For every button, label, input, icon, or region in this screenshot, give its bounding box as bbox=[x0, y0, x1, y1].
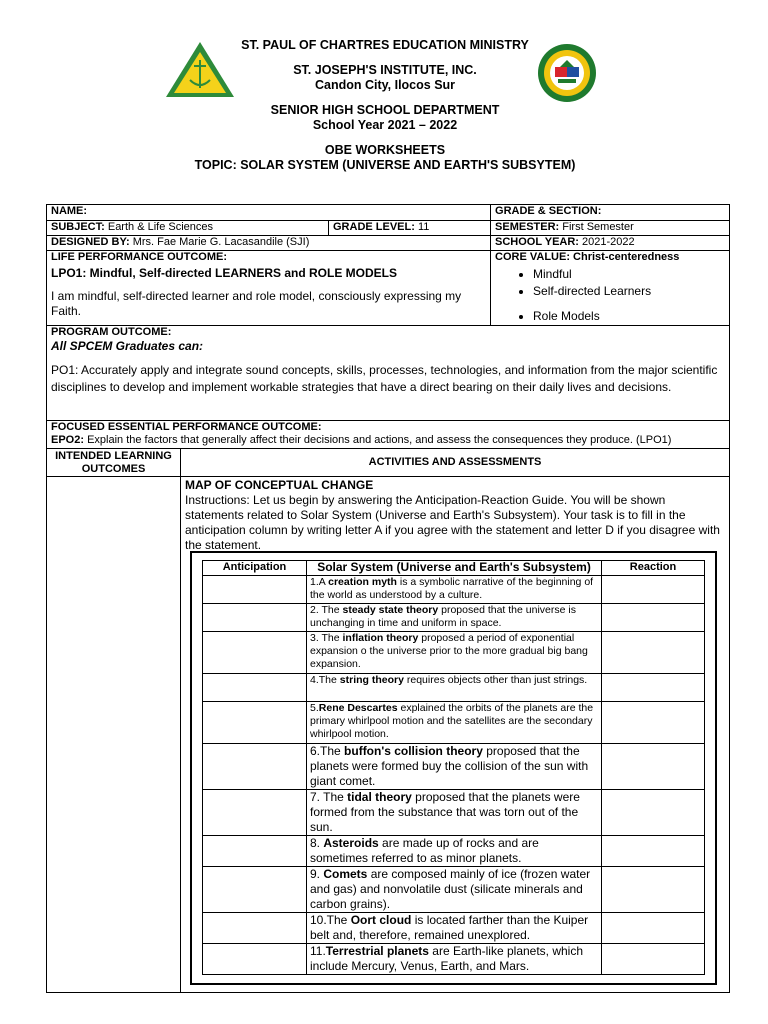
reaction-answer-cell[interactable] bbox=[602, 913, 705, 944]
worksheet-topic: TOPIC: SOLAR SYSTEM (UNIVERSE AND EARTH'S SUBSYTEM) bbox=[194, 158, 576, 172]
subject-cell bbox=[47, 221, 329, 236]
school-year-heading: School Year 2021 – 2022 bbox=[312, 118, 458, 132]
designed-by-value: Mrs. Fae Marie G. Lacasandile (SJI) bbox=[129, 236, 310, 248]
lpo-title: LPO1: Mindful, Self-directed LEARNERS and ROLE MODELS bbox=[51, 266, 398, 280]
statement-text: are made up of rocks and are sometimes referred to as minor planets. bbox=[310, 836, 539, 865]
core-value-item: • Self-directed Learners bbox=[533, 283, 725, 300]
semester-value: First Semester bbox=[559, 221, 634, 233]
school-name: ST. JOSEPH'S INSTITUTE, INC. bbox=[293, 63, 477, 77]
anticipation-answer-cell[interactable] bbox=[203, 744, 307, 790]
anticipation-answer-cell[interactable] bbox=[203, 790, 307, 836]
program-outcome-subheading: All SPCEM Graduates can: bbox=[51, 339, 204, 353]
statement-term: Comets bbox=[323, 867, 368, 881]
guide-row bbox=[203, 913, 705, 944]
core-value-label: CORE VALUE: bbox=[495, 251, 570, 263]
reaction-answer-cell[interactable] bbox=[602, 867, 705, 913]
program-outcome-text: PO1: Accurately apply and integrate sound concepts, skills, processes, technologies, and information from the major scientific disciplines to develop and implement workable strategies that have a direct bearing on their daily lives and decisions. bbox=[51, 363, 718, 394]
statement-prefix: 2. The bbox=[310, 604, 343, 616]
statement-text: proposed a period of exponential expansion o the universe prior to the more gradual big bang expansion. bbox=[310, 632, 588, 670]
anticipation-answer-cell[interactable] bbox=[203, 674, 307, 702]
anticipation-answer-cell[interactable] bbox=[203, 604, 307, 632]
reaction-answer-cell[interactable] bbox=[602, 744, 705, 790]
school-year-cell bbox=[491, 236, 730, 251]
grade-level-value: 11 bbox=[414, 221, 430, 233]
statement-cell bbox=[307, 867, 602, 913]
statement-prefix: 3. The bbox=[310, 632, 343, 644]
guide-row bbox=[203, 674, 705, 702]
reaction-answer-cell[interactable] bbox=[602, 604, 705, 632]
statement-term: Oort cloud bbox=[350, 913, 412, 927]
statement-term: Asteroids bbox=[323, 836, 379, 850]
guide-row bbox=[203, 576, 705, 604]
program-outcome-heading: PROGRAM OUTCOME: bbox=[51, 326, 172, 338]
reaction-answer-cell[interactable] bbox=[602, 790, 705, 836]
school-year-value: 2021-2022 bbox=[578, 236, 635, 248]
statement-cell bbox=[307, 604, 602, 632]
guide-row bbox=[203, 867, 705, 913]
guide-row bbox=[203, 744, 705, 790]
core-value-value: Christ-centeredness bbox=[569, 251, 680, 263]
ministry-name: ST. PAUL OF CHARTRES EDUCATION MINISTRY bbox=[241, 38, 529, 52]
statement-text: are composed mainly of ice (frozen water and gas) and nonvolatile dust (silicate minerals and carbon grains). bbox=[310, 867, 591, 911]
anticipation-reaction-guide bbox=[202, 560, 705, 975]
statement-prefix: 6.The bbox=[310, 744, 345, 758]
school-year-label: SCHOOL YEAR: bbox=[495, 236, 579, 248]
anticipation-answer-cell[interactable] bbox=[203, 944, 307, 975]
designed-by-label: DESIGNED BY: bbox=[51, 236, 130, 248]
statement-term: buffon's collision theory bbox=[344, 744, 483, 758]
worksheet-title: OBE WORKSHEETS bbox=[324, 143, 446, 157]
map-title: MAP OF CONCEPTUAL CHANGE bbox=[185, 478, 374, 492]
statement-term: steady state theory bbox=[342, 604, 439, 616]
statement-cell bbox=[307, 944, 602, 975]
focused-outcome-cell bbox=[47, 421, 730, 449]
subject-value: Earth & Life Sciences bbox=[104, 221, 214, 233]
statement-term: inflation theory bbox=[342, 632, 419, 644]
core-value-item: • Mindful bbox=[533, 266, 725, 283]
subject-label: SUBJECT: bbox=[51, 221, 105, 233]
statement-term: tidal theory bbox=[347, 790, 412, 804]
statement-text: proposed that the planets were formed buy the collision of the sun with giant comet. bbox=[310, 744, 589, 788]
ilo-content-cell bbox=[47, 477, 181, 993]
focused-outcome-heading: FOCUSED ESSENTIAL PERFORMANCE OUTCOME: bbox=[51, 421, 322, 433]
core-values-list bbox=[495, 266, 725, 325]
statement-text: requires objects other than just strings. bbox=[403, 674, 588, 686]
statement-prefix: 1.A bbox=[310, 576, 329, 588]
statement-cell bbox=[307, 836, 602, 867]
semester-label: SEMESTER: bbox=[495, 221, 560, 233]
activities-column-header: ACTIVITIES AND ASSESSMENTS bbox=[181, 449, 730, 477]
anticipation-answer-cell[interactable] bbox=[203, 632, 307, 674]
grade-level-label: GRADE LEVEL: bbox=[333, 221, 415, 233]
statement-term: string theory bbox=[339, 674, 404, 686]
core-value-cell bbox=[491, 251, 730, 326]
statement-text: is a symbolic narrative of the beginning of the world as understood by a culture. bbox=[310, 576, 594, 601]
reaction-answer-cell[interactable] bbox=[602, 836, 705, 867]
guide-row bbox=[203, 836, 705, 867]
reaction-answer-cell[interactable] bbox=[602, 576, 705, 604]
lpo-cell bbox=[47, 251, 491, 326]
statement-cell bbox=[307, 702, 602, 744]
statement-term: Terrestrial planets bbox=[325, 944, 429, 958]
statement-prefix: 5. bbox=[310, 702, 319, 714]
statement-prefix: 11. bbox=[310, 944, 326, 958]
anticipation-header: Anticipation bbox=[203, 561, 307, 576]
statement-text: are Earth-like planets, which include Mercury, Venus, Earth, and Mars. bbox=[310, 944, 584, 973]
statement-prefix: 10.The bbox=[310, 913, 351, 927]
statement-header: Solar System (Universe and Earth's Subsystem) bbox=[307, 561, 602, 576]
designed-by-cell bbox=[47, 236, 491, 251]
statement-term: Rene Descartes bbox=[318, 702, 398, 714]
core-value-item: • Role Models bbox=[533, 308, 725, 325]
statement-cell bbox=[307, 790, 602, 836]
guide-row bbox=[203, 702, 705, 744]
reaction-answer-cell[interactable] bbox=[602, 702, 705, 744]
guide-row bbox=[203, 632, 705, 674]
lpo-heading: LIFE PERFORMANCE OUTCOME: bbox=[51, 251, 227, 263]
guide-row bbox=[203, 604, 705, 632]
statement-cell bbox=[307, 744, 602, 790]
statement-cell bbox=[307, 576, 602, 604]
map-instructions: Instructions: Let us begin by answering the Anticipation-Reaction Guide. You will be shown statements related to Solar System (Universe and Earth's Subsystem). Your task is to fill in the anticipation column by writing letter A if you agree with the statement and letter D if you disagree with the statement. bbox=[185, 493, 720, 552]
statement-text: proposed that the planets were formed from the substance that was torn out of the sun. bbox=[310, 790, 580, 834]
statement-cell bbox=[307, 632, 602, 674]
anticipation-answer-cell[interactable] bbox=[203, 576, 307, 604]
statement-prefix: 9. bbox=[310, 867, 324, 881]
statement-text: proposed that the universe is unchanging in time and uniform in space. bbox=[310, 604, 576, 629]
school-location: Candon City, Ilocos Sur bbox=[314, 78, 456, 92]
statement-term: creation myth bbox=[328, 576, 397, 588]
anticipation-answer-cell[interactable] bbox=[203, 867, 307, 913]
anticipation-answer-cell[interactable] bbox=[203, 702, 307, 744]
epo-label: EPO2: bbox=[51, 434, 85, 446]
statement-cell bbox=[307, 674, 602, 702]
ilo-column-header: INTENDED LEARNING OUTCOMES bbox=[47, 449, 181, 477]
reaction-answer-cell[interactable] bbox=[602, 632, 705, 674]
program-outcome-cell bbox=[47, 326, 730, 421]
grade-section-label: GRADE & SECTION: bbox=[491, 205, 730, 221]
semester-cell bbox=[491, 221, 730, 236]
guide-body bbox=[203, 576, 705, 975]
guide-row bbox=[203, 944, 705, 975]
reaction-answer-cell[interactable] bbox=[602, 674, 705, 702]
guide-row bbox=[203, 790, 705, 836]
grade-level-cell bbox=[329, 221, 491, 236]
statement-text: explained the orbits of the planets are the primary whirlpool motion and the satellites are the secondary whirlpool motion. bbox=[310, 702, 594, 740]
reaction-answer-cell[interactable] bbox=[602, 944, 705, 975]
statement-prefix: 7. The bbox=[310, 790, 348, 804]
statement-text: is located farther than the Kuiper belt and, therefore, remained unexplored. bbox=[310, 913, 589, 942]
name-label: NAME: bbox=[47, 205, 491, 221]
document-header bbox=[150, 38, 620, 173]
statement-prefix: 4.The bbox=[310, 674, 340, 686]
reaction-header: Reaction bbox=[602, 561, 705, 576]
anticipation-answer-cell[interactable] bbox=[203, 913, 307, 944]
anticipation-answer-cell[interactable] bbox=[203, 836, 307, 867]
lpo-text: I am mindful, self-directed learner and role model, consciously expressing my Faith. bbox=[51, 289, 462, 318]
epo-text: Explain the factors that generally affect their decisions and actions, and assess the consequences they produce. (LPO1) bbox=[84, 434, 672, 446]
department-name: SENIOR HIGH SCHOOL DEPARTMENT bbox=[270, 103, 500, 117]
statement-cell bbox=[307, 913, 602, 944]
statement-prefix: 8. bbox=[310, 836, 324, 850]
